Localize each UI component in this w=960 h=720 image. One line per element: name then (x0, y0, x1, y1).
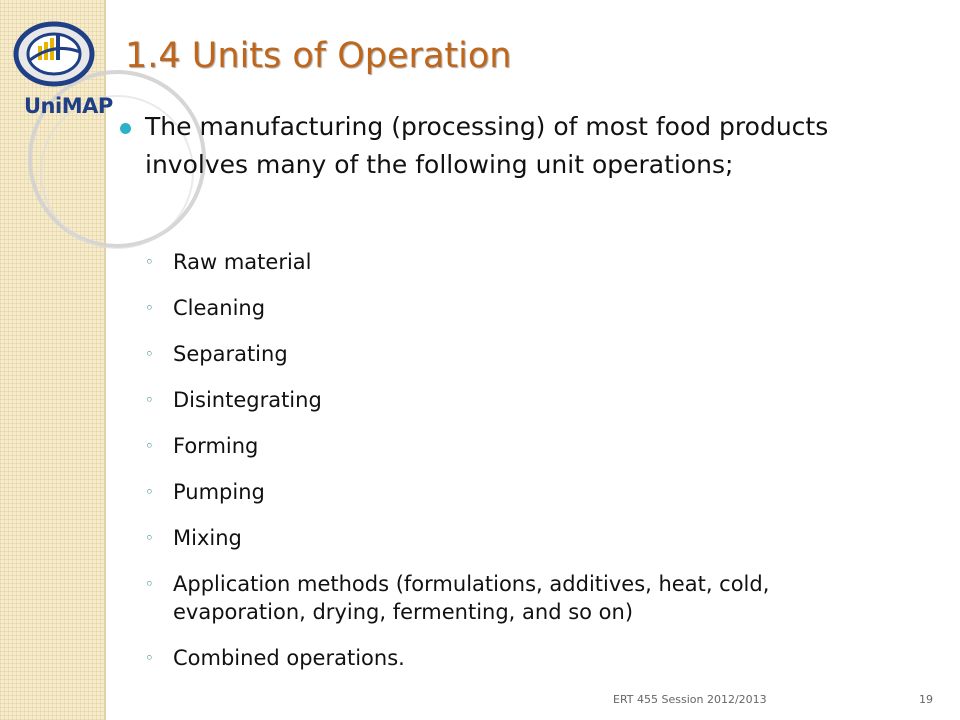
circle-bullet-icon: ◦ (145, 345, 154, 363)
list-item (145, 644, 905, 672)
logo-text: UniMAP (24, 94, 113, 118)
logo-emblem-icon (10, 12, 100, 94)
unimap-logo (10, 12, 113, 118)
list-item-text: Forming (173, 434, 259, 458)
circle-bullet-icon: ◦ (145, 253, 154, 271)
circle-bullet-icon: ◦ (145, 575, 154, 593)
list-item-text: Pumping (173, 480, 265, 504)
unit-operations-list (145, 248, 905, 672)
bullet-dot-icon (120, 123, 131, 134)
page-number: 19 (919, 693, 933, 706)
list-item-text: Raw material (173, 250, 312, 274)
list-item-text: Disintegrating (173, 388, 322, 412)
main-bullet-text: The manufacturing (processing) of most food products involves many of the following unit operations; (145, 112, 829, 179)
list-item (145, 478, 905, 506)
circle-bullet-icon: ◦ (145, 299, 154, 317)
footer-session-text: ERT 455 Session 2012/2013 (613, 693, 767, 706)
list-item (145, 248, 905, 276)
list-item-text: Combined operations. (173, 646, 405, 670)
slide-title: 1.4 Units of Operation (125, 36, 512, 76)
list-item (145, 386, 905, 414)
circle-bullet-icon: ◦ (145, 529, 154, 547)
list-item-text: Mixing (173, 526, 242, 550)
circle-bullet-icon: ◦ (145, 391, 154, 409)
circle-bullet-icon: ◦ (145, 437, 154, 455)
list-item (145, 432, 905, 460)
list-item (145, 340, 905, 368)
list-item (145, 524, 905, 552)
list-item-text: Cleaning (173, 296, 266, 320)
list-item-text: Application methods (formulations, additives, heat, cold, evaporation, drying, fermenting, and so on) (173, 572, 770, 624)
list-item (145, 294, 905, 322)
circle-bullet-icon: ◦ (145, 483, 154, 501)
circle-bullet-icon: ◦ (145, 649, 154, 667)
list-item (145, 570, 905, 626)
list-item-text: Separating (173, 342, 288, 366)
